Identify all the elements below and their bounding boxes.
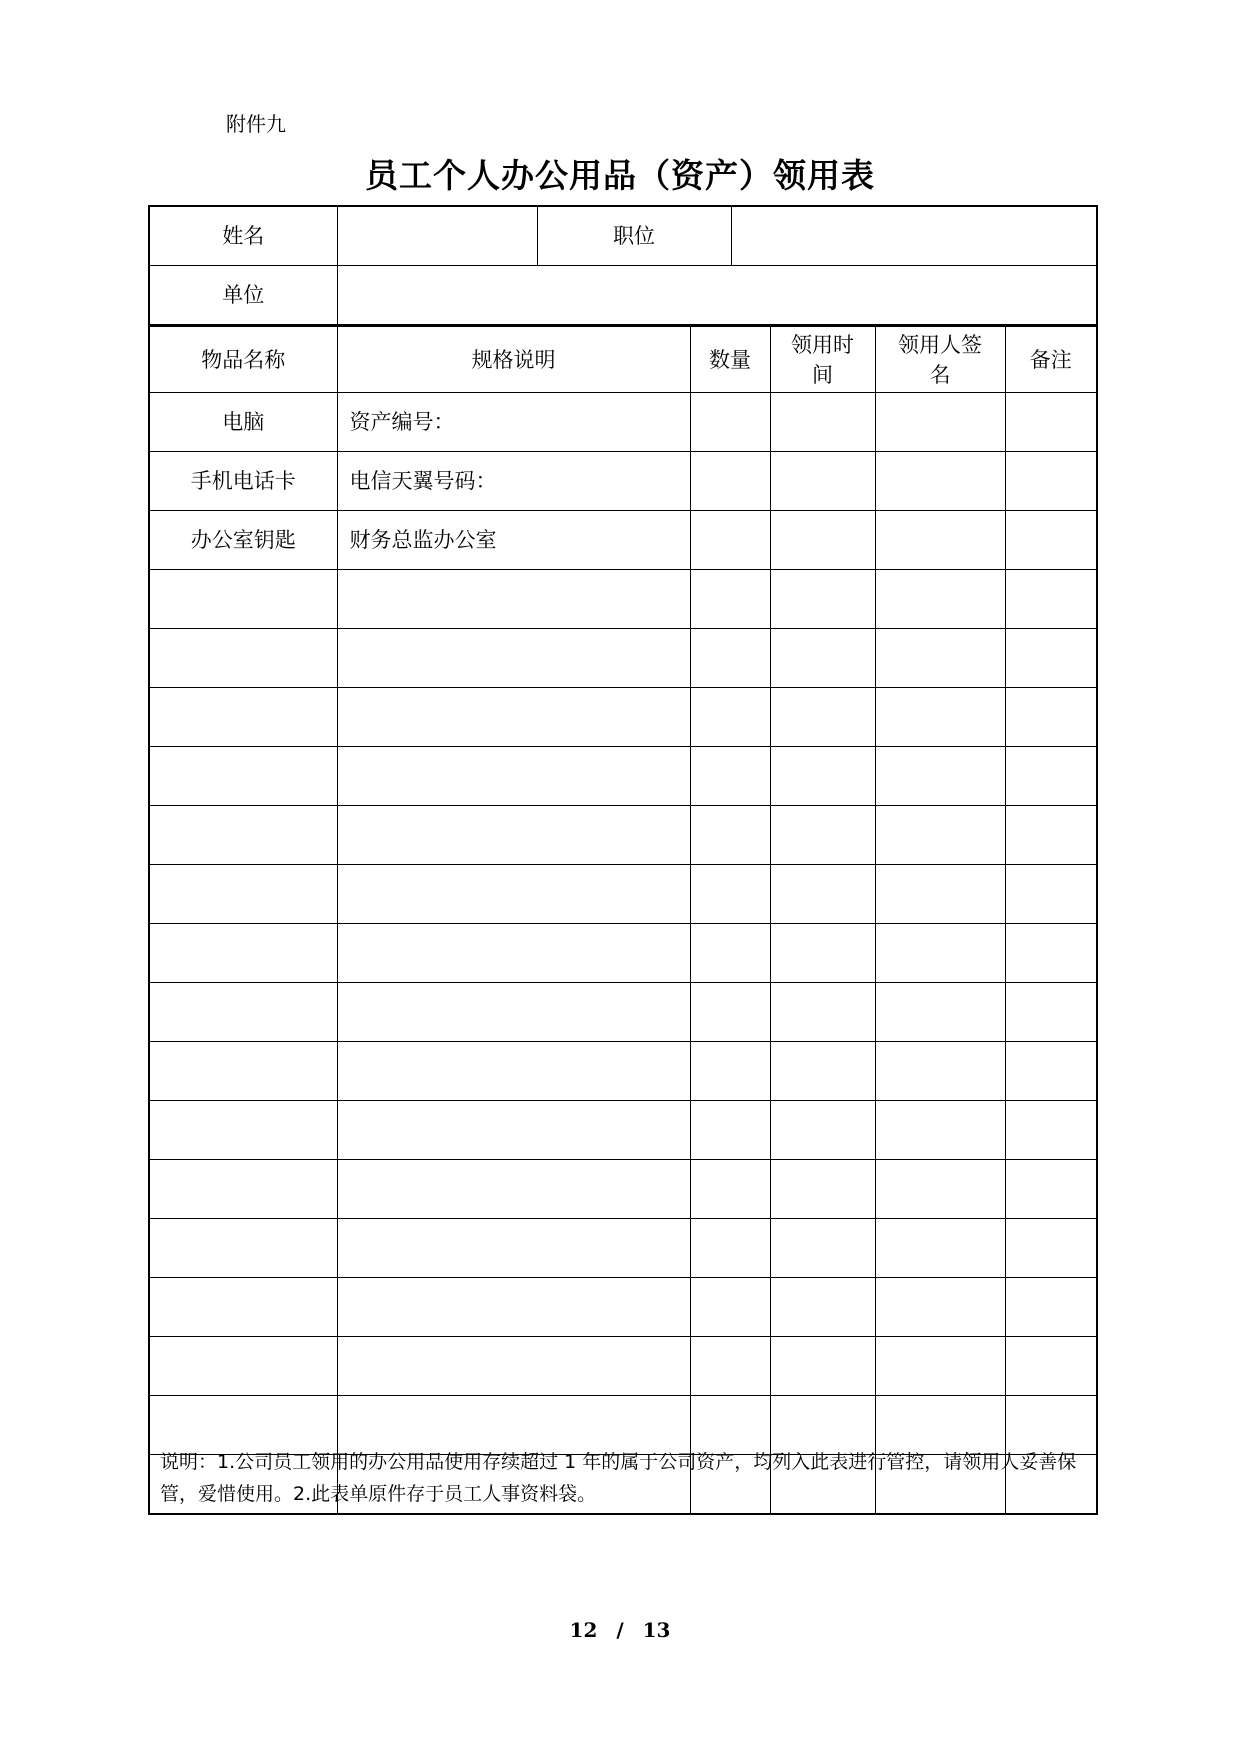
quantity-cell[interactable] [690, 1278, 770, 1337]
signature-cell[interactable] [875, 747, 1005, 806]
unit-row [150, 266, 1096, 326]
spec-cell[interactable] [337, 747, 690, 806]
item-name-cell[interactable] [150, 1042, 337, 1101]
quantity-cell[interactable] [690, 688, 770, 747]
signature-cell[interactable] [875, 1278, 1005, 1337]
time-cell[interactable] [770, 1160, 875, 1219]
item-name-cell[interactable]: 手机电话卡 [150, 452, 337, 511]
employee-info-table [150, 207, 1096, 326]
table-header-row [150, 327, 1096, 393]
remarks-cell[interactable] [1005, 1160, 1096, 1219]
remarks-cell[interactable] [1005, 629, 1096, 688]
spec-cell[interactable] [337, 806, 690, 865]
spec-cell[interactable] [337, 1337, 690, 1396]
table-row [150, 393, 1096, 452]
item-name-cell[interactable] [150, 688, 337, 747]
total-pages: 13 [642, 1618, 671, 1642]
time-cell[interactable] [770, 688, 875, 747]
spec-cell[interactable] [337, 629, 690, 688]
item-name-cell[interactable] [150, 1219, 337, 1278]
page-number [0, 1618, 1240, 1642]
spec-cell[interactable] [337, 570, 690, 629]
quantity-cell[interactable] [690, 1101, 770, 1160]
remarks-cell[interactable] [1005, 1337, 1096, 1396]
signature-cell[interactable] [875, 511, 1005, 570]
table-row [150, 1042, 1096, 1101]
table-row [150, 452, 1096, 511]
remarks-cell[interactable] [1005, 924, 1096, 983]
table-row [150, 570, 1096, 629]
item-name-cell[interactable] [150, 983, 337, 1042]
remarks-cell[interactable] [1005, 570, 1096, 629]
item-name-cell[interactable] [150, 570, 337, 629]
remarks-cell[interactable] [1005, 865, 1096, 924]
table-row [150, 629, 1096, 688]
signature-cell[interactable] [875, 570, 1005, 629]
item-name-cell[interactable] [150, 1160, 337, 1219]
quantity-cell[interactable] [690, 1337, 770, 1396]
quantity-cell[interactable] [690, 1160, 770, 1219]
table-row [150, 688, 1096, 747]
table-row [150, 865, 1096, 924]
time-cell[interactable] [770, 806, 875, 865]
time-cell[interactable] [770, 570, 875, 629]
table-row [150, 747, 1096, 806]
item-name-cell[interactable] [150, 629, 337, 688]
remarks-cell[interactable] [1005, 983, 1096, 1042]
item-name-cell[interactable] [150, 1101, 337, 1160]
spec-cell[interactable] [337, 983, 690, 1042]
spec-cell[interactable] [337, 1101, 690, 1160]
header-quantity: 数量 [690, 327, 770, 393]
page-separator: / [616, 1618, 624, 1642]
remarks-cell[interactable] [1005, 747, 1096, 806]
spec-cell[interactable]: 资产编号： [337, 393, 690, 452]
signature-cell[interactable] [875, 983, 1005, 1042]
signature-cell[interactable] [875, 629, 1005, 688]
table-row [150, 1160, 1096, 1219]
note-text: 说明：1.公司员工领用的办公用品使用存续超过 1 年的属于公司资产，均列入此表进行管控，请领用人妥善保管，爱惜使用。2.此表单原件存于员工人事资料袋。 [160, 1451, 1077, 1505]
spec-cell[interactable]: 电信天翼号码： [337, 452, 690, 511]
name-position-row [150, 207, 1096, 266]
signature-cell[interactable] [875, 1101, 1005, 1160]
page-title: 员工个人办公用品（资产）领用表 [365, 156, 875, 195]
quantity-cell[interactable] [690, 983, 770, 1042]
quantity-cell[interactable] [690, 806, 770, 865]
remarks-cell[interactable] [1005, 452, 1096, 511]
table-row [150, 806, 1096, 865]
position-field[interactable] [731, 207, 1096, 266]
spec-cell[interactable] [337, 688, 690, 747]
time-cell[interactable] [770, 865, 875, 924]
remarks-cell[interactable] [1005, 688, 1096, 747]
header-time [770, 327, 875, 393]
spec-cell[interactable] [337, 924, 690, 983]
header-signature-text: 领用人签名 [898, 332, 982, 387]
time-cell[interactable] [770, 629, 875, 688]
item-name-cell[interactable] [150, 924, 337, 983]
requisition-form [148, 205, 1098, 1515]
table-row [150, 983, 1096, 1042]
spec-cell[interactable] [337, 1042, 690, 1101]
remarks-cell[interactable] [1005, 1042, 1096, 1101]
items-table [150, 326, 1096, 1513]
signature-cell[interactable] [875, 924, 1005, 983]
item-name-cell[interactable] [150, 1337, 337, 1396]
time-cell[interactable] [770, 1278, 875, 1337]
quantity-cell[interactable] [690, 452, 770, 511]
header-remarks: 备注 [1005, 327, 1096, 393]
quantity-cell[interactable] [690, 1042, 770, 1101]
quantity-cell[interactable] [690, 570, 770, 629]
quantity-cell[interactable] [690, 924, 770, 983]
time-cell[interactable] [770, 511, 875, 570]
header-spec: 规格说明 [337, 327, 690, 393]
signature-cell[interactable] [875, 688, 1005, 747]
table-row [150, 1219, 1096, 1278]
remarks-cell[interactable] [1005, 393, 1096, 452]
remarks-cell[interactable] [1005, 511, 1096, 570]
signature-cell[interactable] [875, 452, 1005, 511]
position-label: 职位 [537, 207, 731, 266]
quantity-cell[interactable] [690, 747, 770, 806]
table-row [150, 1278, 1096, 1337]
remarks-cell[interactable] [1005, 1278, 1096, 1337]
spec-cell[interactable] [337, 865, 690, 924]
item-name-cell[interactable]: 电脑 [150, 393, 337, 452]
time-cell[interactable] [770, 924, 875, 983]
current-page: 12 [569, 1618, 598, 1642]
item-name-cell[interactable] [150, 806, 337, 865]
unit-label: 单位 [150, 266, 337, 326]
time-cell[interactable] [770, 983, 875, 1042]
signature-cell[interactable] [875, 393, 1005, 452]
spec-cell[interactable] [337, 1160, 690, 1219]
header-time-text: 领用时间 [791, 332, 854, 387]
item-name-cell[interactable]: 办公室钥匙 [150, 511, 337, 570]
quantity-cell[interactable] [690, 1219, 770, 1278]
table-row [150, 1101, 1096, 1160]
remarks-cell[interactable] [1005, 1219, 1096, 1278]
remarks-cell[interactable] [1005, 806, 1096, 865]
table-row [150, 1337, 1096, 1396]
time-cell[interactable] [770, 393, 875, 452]
signature-cell[interactable] [875, 1337, 1005, 1396]
signature-cell[interactable] [875, 1160, 1005, 1219]
table-row [150, 924, 1096, 983]
spec-cell[interactable] [337, 1219, 690, 1278]
remarks-cell[interactable] [1005, 1101, 1096, 1160]
time-cell[interactable] [770, 1101, 875, 1160]
table-row [150, 511, 1096, 570]
item-name-cell[interactable] [150, 747, 337, 806]
header-signature [875, 327, 1005, 393]
quantity-cell[interactable] [690, 393, 770, 452]
quantity-cell[interactable] [690, 511, 770, 570]
item-name-cell[interactable] [150, 1278, 337, 1337]
time-cell[interactable] [770, 1042, 875, 1101]
signature-cell[interactable] [875, 865, 1005, 924]
time-cell[interactable] [770, 747, 875, 806]
quantity-cell[interactable] [690, 629, 770, 688]
signature-cell[interactable] [875, 1042, 1005, 1101]
name-label: 姓名 [150, 207, 337, 266]
quantity-cell[interactable] [690, 865, 770, 924]
item-name-cell[interactable] [150, 865, 337, 924]
spec-cell[interactable] [337, 1278, 690, 1337]
name-field[interactable] [337, 207, 537, 266]
header-item-name: 物品名称 [150, 327, 337, 393]
time-cell[interactable] [770, 452, 875, 511]
spec-cell[interactable]: 财务总监办公室 [337, 511, 690, 570]
unit-field[interactable] [337, 266, 1096, 326]
attachment-label: 附件九 [226, 112, 286, 136]
signature-cell[interactable] [875, 1219, 1005, 1278]
signature-cell[interactable] [875, 806, 1005, 865]
time-cell[interactable] [770, 1219, 875, 1278]
time-cell[interactable] [770, 1337, 875, 1396]
